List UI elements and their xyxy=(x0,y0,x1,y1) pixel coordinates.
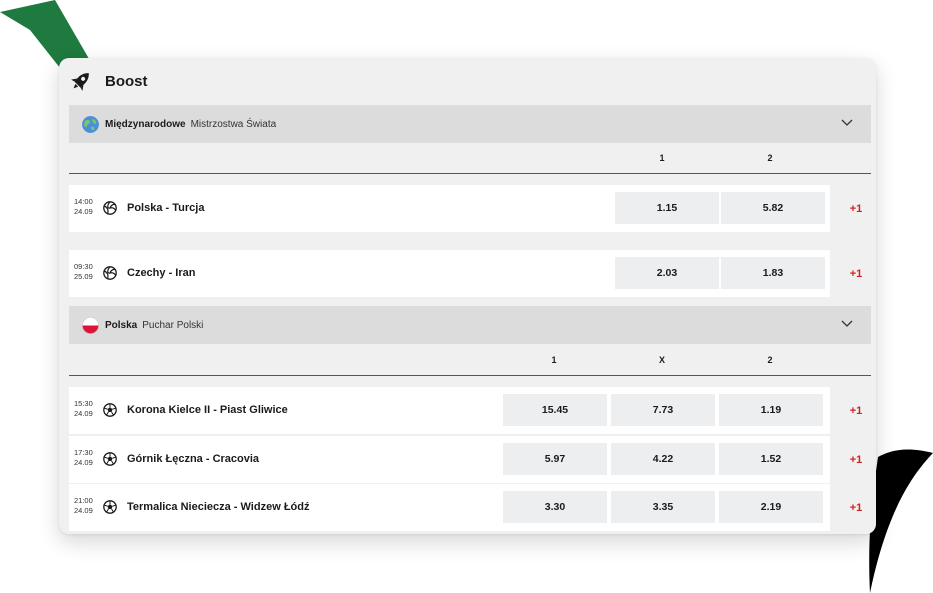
volleyball-icon xyxy=(103,266,117,280)
globe-icon xyxy=(82,116,99,133)
event-datetime xyxy=(74,262,93,282)
odd-button-2[interactable]: 1.52 xyxy=(719,443,823,475)
event-name: Górnik Łęczna - Cracovia xyxy=(127,453,260,465)
event-row xyxy=(69,185,830,232)
football-icon xyxy=(103,452,117,466)
more-markets-link[interactable]: +1 xyxy=(849,501,863,514)
event-date: 25.09 xyxy=(74,272,93,281)
column-label-x: X xyxy=(658,355,665,365)
football-icon xyxy=(103,500,117,514)
boost-header xyxy=(69,68,148,94)
odd-button-1[interactable]: 15.45 xyxy=(503,394,607,426)
event-time: 09:30 xyxy=(74,262,93,271)
more-markets-link[interactable]: +1 xyxy=(849,202,863,215)
event-name: Korona Kielce II - Piast Gliwice xyxy=(127,404,288,416)
odd-button-x[interactable]: 7.73 xyxy=(611,394,715,426)
event-row xyxy=(69,250,830,297)
chevron-down-icon[interactable] xyxy=(841,319,853,329)
odds-columns-header xyxy=(69,345,871,376)
odd-button-1[interactable]: 2.03 xyxy=(615,257,719,289)
odd-button-1[interactable]: 1.15 xyxy=(615,192,719,224)
odd-button-x[interactable]: 3.35 xyxy=(611,491,715,523)
event-datetime xyxy=(74,448,93,468)
volleyball-icon xyxy=(103,201,117,215)
odd-button-2[interactable]: 1.83 xyxy=(721,257,825,289)
event-row xyxy=(69,436,830,483)
event-date: 24.09 xyxy=(74,458,93,467)
event-row xyxy=(69,484,830,531)
odd-button-x[interactable]: 4.22 xyxy=(611,443,715,475)
league-country: Międzynarodowe xyxy=(105,118,186,130)
odd-button-1[interactable]: 5.97 xyxy=(503,443,607,475)
event-date: 24.09 xyxy=(74,207,93,216)
event-date: 24.09 xyxy=(74,506,93,515)
event-date: 24.09 xyxy=(74,409,93,418)
odd-button-2[interactable]: 2.19 xyxy=(719,491,823,523)
event-name: Czechy - Iran xyxy=(127,267,196,279)
league-name: Puchar Polski xyxy=(142,319,204,331)
event-time: 14:00 xyxy=(74,197,93,206)
more-markets-link[interactable]: +1 xyxy=(849,267,863,280)
event-datetime xyxy=(74,197,93,217)
event-datetime xyxy=(74,399,93,419)
league-country: Polska xyxy=(105,319,138,331)
league-name: Mistrzostwa Świata xyxy=(190,118,277,130)
more-markets-link[interactable]: +1 xyxy=(849,453,863,466)
odd-button-2[interactable]: 1.19 xyxy=(719,394,823,426)
event-time: 21:00 xyxy=(74,496,93,505)
column-label-1: 1 xyxy=(659,153,665,163)
boost-card xyxy=(59,58,876,534)
odds-columns-header xyxy=(69,143,871,174)
chevron-down-icon[interactable] xyxy=(841,118,853,128)
odd-button-2[interactable]: 5.82 xyxy=(721,192,825,224)
odd-button-1[interactable]: 3.30 xyxy=(503,491,607,523)
league-header-puchar-polski[interactable] xyxy=(69,306,871,344)
poland-flag-icon xyxy=(82,317,99,334)
event-name: Polska - Turcja xyxy=(127,202,205,214)
event-name: Termalica Nieciecza - Widzew Łódź xyxy=(127,501,310,513)
boost-title: Boost xyxy=(105,72,148,90)
event-time: 15:30 xyxy=(74,399,93,408)
event-row xyxy=(69,387,830,434)
event-datetime xyxy=(74,496,93,516)
column-label-2: 2 xyxy=(767,153,773,163)
column-label-1: 1 xyxy=(551,355,557,365)
football-icon xyxy=(103,403,117,417)
rocket-icon xyxy=(69,69,93,93)
more-markets-link[interactable]: +1 xyxy=(849,404,863,417)
league-header-mistrzostwa-swiata[interactable] xyxy=(69,105,871,143)
column-label-2: 2 xyxy=(767,355,773,365)
event-time: 17:30 xyxy=(74,448,93,457)
